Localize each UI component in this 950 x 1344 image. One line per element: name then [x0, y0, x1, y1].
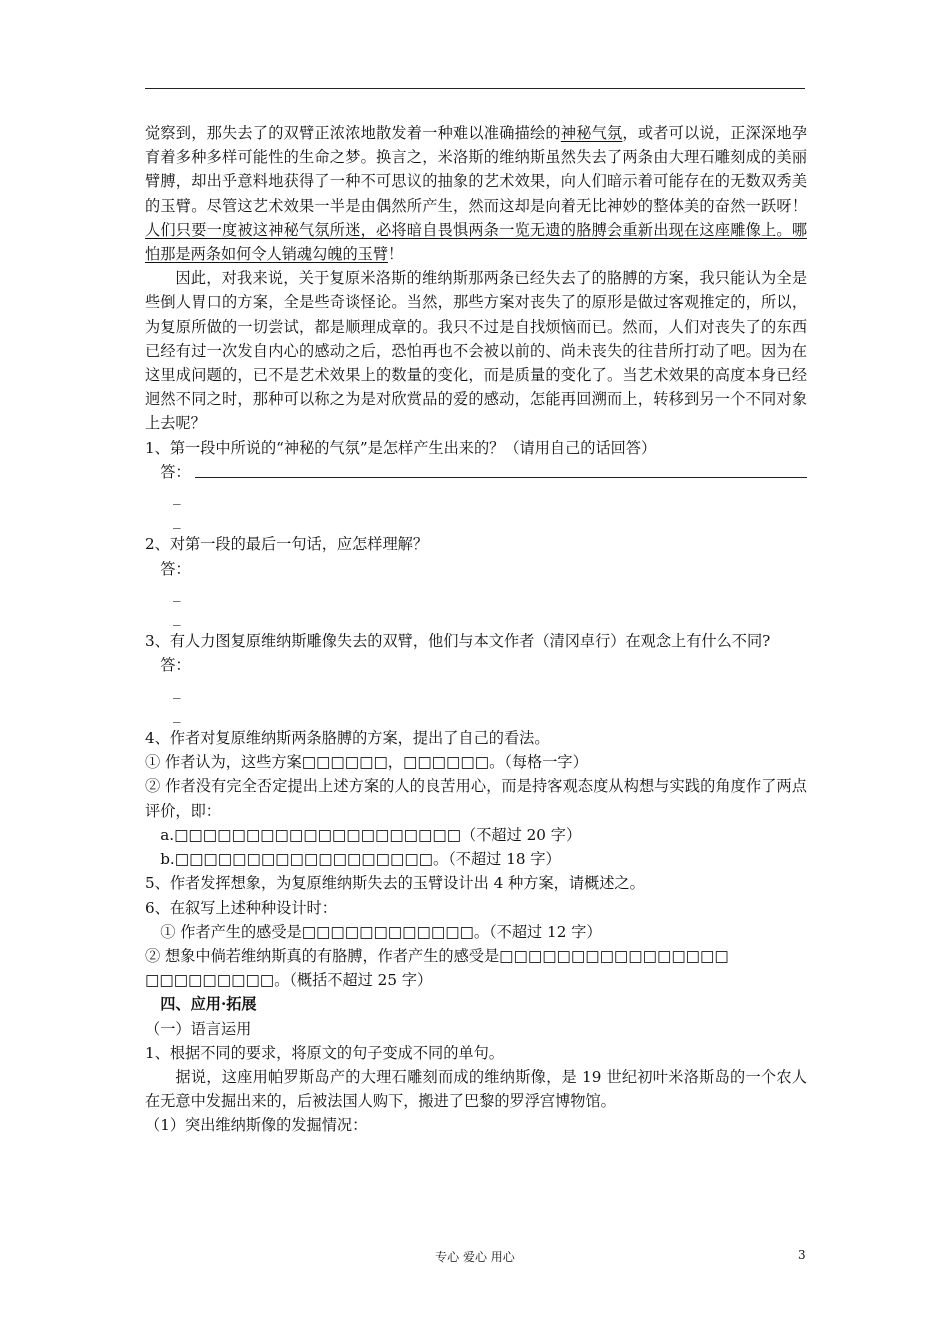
- question-4-part-2: ② 作者没有完全否定提出上述方案的人的良苦用心，而是持客观态度从构想与实践的角度作了两点评价，即：: [145, 777, 807, 820]
- question-2: 2、对第一段的最后一句话，应怎样理解？: [145, 535, 429, 554]
- footer-motto: 专心 爱心 用心: [435, 1250, 515, 1264]
- answer-blank[interactable]: _: [173, 583, 181, 602]
- answer-row-1: [145, 460, 807, 484]
- paragraph-1-text-a: 觉察到，那失去了的双臂正浓浓地散发着一种难以准确描绘的: [145, 124, 561, 142]
- answer-label: 答：: [160, 656, 191, 675]
- question-6: 6、在叙写上述种种设计时：: [145, 898, 337, 917]
- question-4-part-1: ① 作者认为，这些方案□□□□□□，□□□□□□。（每格一字）: [145, 753, 588, 772]
- answer-blank[interactable]: _: [173, 511, 181, 530]
- paragraph-1-text-c: ！: [388, 245, 404, 264]
- exercise-passage: 据说，这座用帕罗斯岛产的大理石雕刻而成的维纳斯像，是 19 世纪初叶米洛斯岛的一个农人在无意中发掘出来的，后被法国人购下，搬进了巴黎的罗浮宫博物馆。: [145, 1067, 807, 1111]
- answer-label: 答：: [160, 559, 191, 578]
- answer-blank[interactable]: _: [173, 487, 181, 506]
- answer-label: 答：: [160, 462, 191, 481]
- answer-line[interactable]: [195, 477, 807, 478]
- page-number: 3: [798, 1248, 806, 1262]
- section-heading: 四、应用·拓展: [160, 995, 257, 1014]
- question-4: 4、作者对复原维纳斯两条胳膊的方案，提出了自己的看法。: [145, 729, 550, 748]
- paragraph-1: [145, 121, 807, 266]
- paragraph-2: 因此，对我来说，关于复原米洛斯的维纳斯那两条已经失去了的胳膊的方案，我只能认为全是些倒人胃口的方案，全是些奇谈怪论。当然，那些方案对丧失了的原形是做过客观推定的，所以，为复原所做的一切尝试，都是顺理成章的。我只不过是自找烦恼而已。然而，人们对丧失了的东西已经有过一次发自内心的感动之后，恐怕再也不会被以前的、尚未丧失的往昔所打动了吧。因为在这里成问题的，已不是艺术效果上的数量的变化，而是质量的变化了。当艺术效果的高度本身已经迥然不同之时，那种可以称之为是对欣赏品的爱的感动，怎能再回溯而上，转移到另一个不同对象上去呢？: [145, 269, 807, 433]
- paragraph-1-underlined-b: 人们只要一度被这神秘气氛所迷，必将暗自畏惧两条一览无遗的胳膊会重新出现在这座雕像上。哪怕那是两条如何令人销魂勾魄的玉臂: [145, 220, 807, 264]
- header-rule: [145, 88, 805, 89]
- question-4-item-b: b.□□□□□□□□□□□□□□□□□□。（不超过 18 字）: [160, 850, 561, 869]
- answer-blank[interactable]: _: [173, 704, 181, 723]
- question-6-part-2-continued: □□□□□□□□□。（概括不超过 25 字）: [145, 971, 433, 990]
- subsection-heading: （一）语言运用: [145, 1019, 252, 1038]
- exercise-1-subitem-1: （1）突出维纳斯像的发掘情况：: [145, 1116, 368, 1135]
- exercise-1: 1、根据不同的要求，将原文的句子变成不同的单句。: [145, 1043, 504, 1062]
- question-4-item-a: a.□□□□□□□□□□□□□□□□□□□□（不超过 20 字）: [160, 825, 582, 844]
- question-6-part-2: ② 想象中倘若维纳斯真的有胳膊，作者产生的感受是□□□□□□□□□□□□□□□□: [145, 946, 729, 965]
- answer-blank[interactable]: _: [173, 608, 181, 627]
- paragraph-1-text-b: ，或者可以说，正深深地孕育着多种多样可能性的生命之梦。换言之，米洛斯的维纳斯虽然失去了两条由大理石雕刻成的美丽臂膊，却出乎意料地获得了一种不可思议的抽象的艺术效果，向人们暗示着可能存在的无数双秀美的玉臂。尽管这艺术效果一半是由偶然所产生，然而这却是向着无比神妙的整体美的奋然一跃呀！: [145, 124, 808, 215]
- question-5: 5、作者发挥想象，为复原维纳斯失去的玉臂设计出 4 种方案，请概述之。: [145, 874, 645, 893]
- paragraph-1-underlined-a: 神秘气氛: [560, 124, 623, 142]
- question-1: 1、第一段中所说的“神秘的气氛”是怎样产生出来的？（请用自己的话回答）: [145, 438, 657, 457]
- question-6-part-1: ① 作者产生的感受是□□□□□□□□□□□□。（不超过 12 字）: [160, 922, 602, 941]
- page-content: [145, 121, 807, 1138]
- answer-blank[interactable]: _: [173, 680, 181, 699]
- question-3: 3、有人力图复原维纳斯雕像失去的双臂，他们与本文作者（清冈卓行）在观念上有什么不同?: [145, 632, 771, 651]
